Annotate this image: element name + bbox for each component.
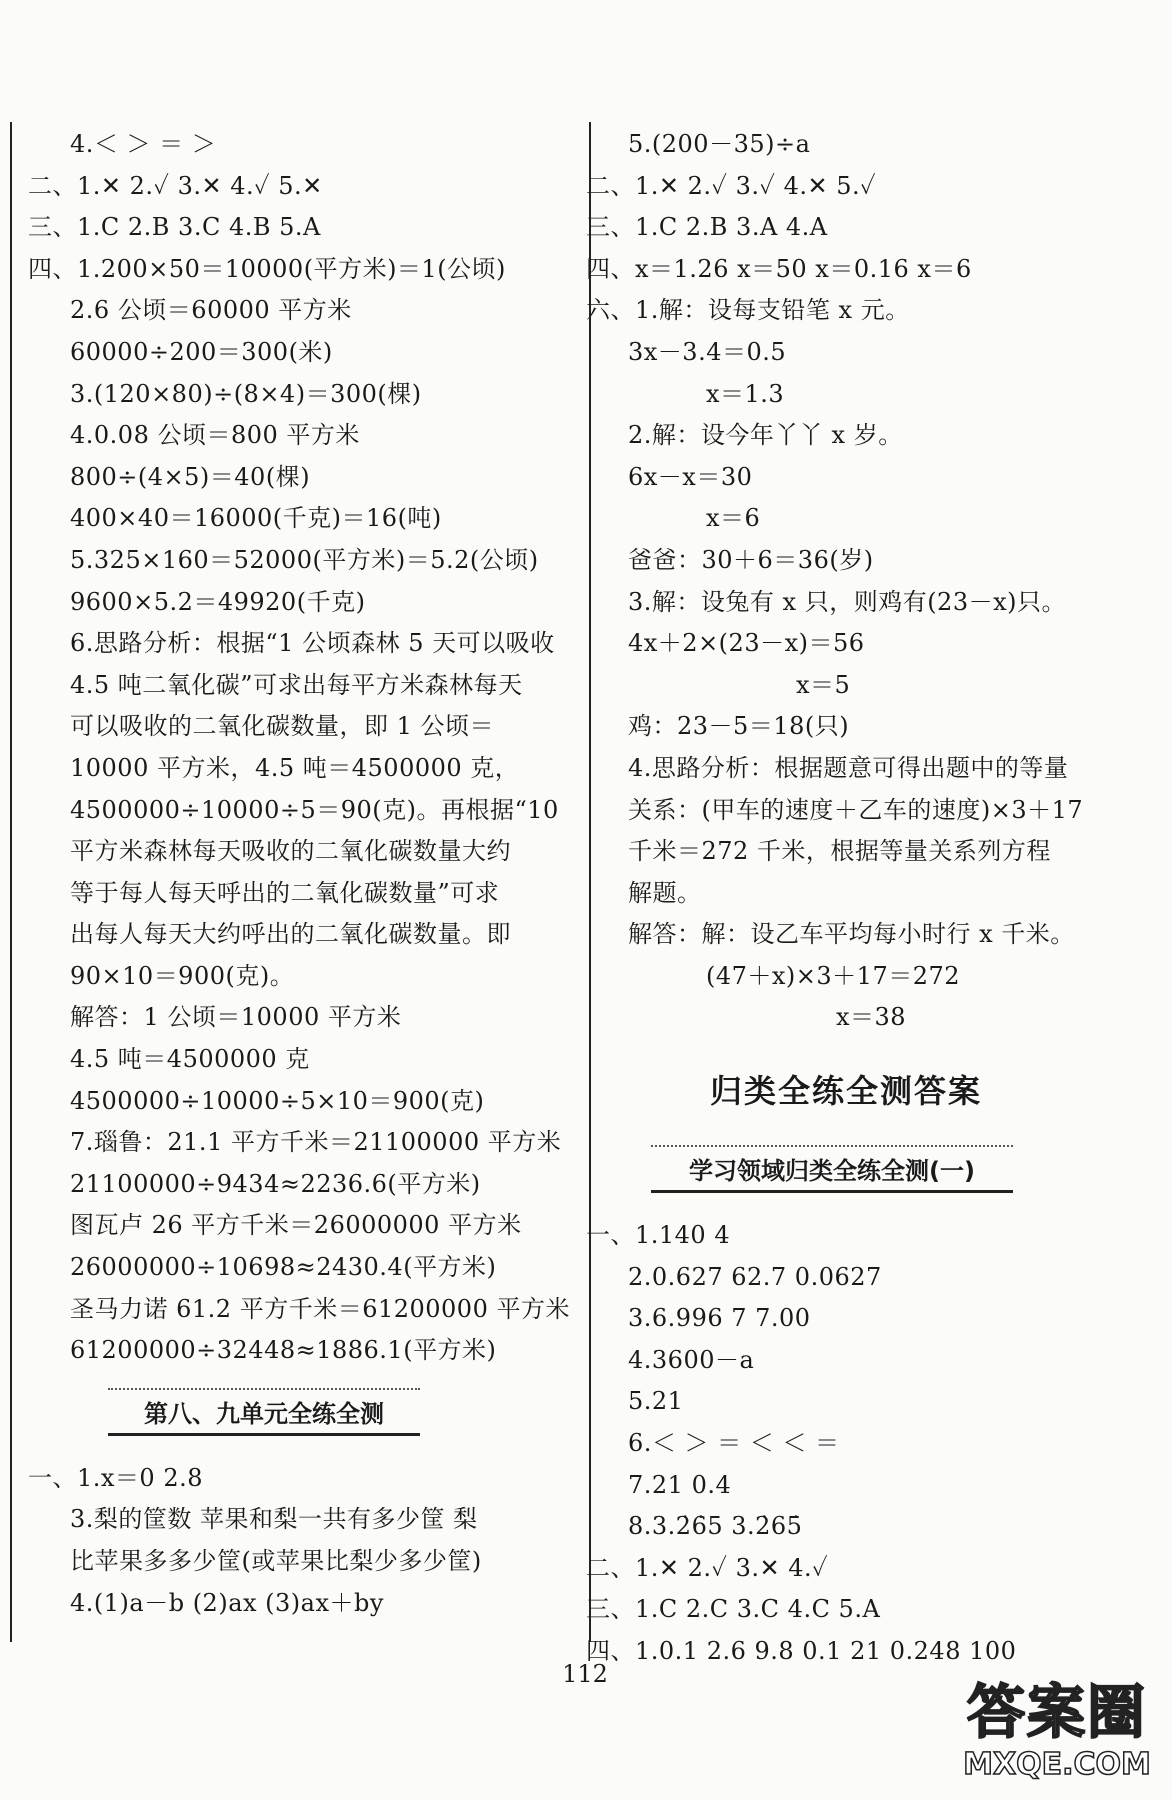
answer-line: 圣马力诺 61.2 平方千米＝61200000 平方米 (70, 1294, 570, 1323)
left-lines-a (28, 124, 570, 1372)
left-column (28, 124, 570, 1624)
section-title-units-8-9: 第八、九单元全练全测 (108, 1388, 420, 1436)
answer-line: 5.21 (628, 1387, 684, 1416)
answer-line: 一、1.140 4 (586, 1221, 731, 1250)
answer-line: 3.解：设兔有 x 只，则鸡有(23－x)只。 (628, 587, 1066, 616)
answer-line: 400×40＝16000(千克)＝16(吨) (70, 504, 442, 533)
answer-line: 解答：1 公顷＝10000 平方米 (70, 1003, 402, 1032)
answer-line: 爸爸：30＋6＝36(岁) (628, 545, 874, 574)
answer-line: 三、1.C 2.B 3.A 4.A (586, 213, 828, 242)
answer-line: 2.6 公顷＝60000 平方米 (70, 296, 352, 325)
answer-line: 解题。 (628, 878, 702, 907)
answer-line: 7.瑙鲁：21.1 平方千米＝21100000 平方米 (70, 1128, 562, 1157)
section-title-learning-areas: 学习领域归类全练全测(一) (651, 1145, 1013, 1193)
right-lines-a (586, 124, 1106, 1039)
answer-line: 8.3.2̇6̇5 3.2̇65̇ (628, 1512, 803, 1541)
answer-line: 3.(120×80)÷(8×4)＝300(棵) (70, 379, 422, 408)
answer-line: 60000÷200＝300(米) (70, 337, 333, 366)
answer-line: 10000 平方米，4.5 吨＝4500000 克， (70, 753, 520, 782)
answer-line: 90×10＝900(克)。 (70, 961, 295, 990)
answer-line: 2.0.627 62.7 0.0627 (628, 1262, 882, 1291)
answer-line: 4.思路分析：根据题意可得出题中的等量 (628, 753, 1069, 782)
answer-line: 二、1.✕ 2.✓ 3.✓ 4.✕ 5.✓ (586, 171, 877, 200)
answer-line: 4x＋2×(23－x)＝56 (628, 629, 865, 658)
answer-line: 可以吸收的二氧化碳数量，即 1 公顷＝ (70, 712, 495, 741)
page-number: 112 (562, 1660, 608, 1688)
answer-line: 三、1.C 2.C 3.C 4.C 5.A (586, 1595, 881, 1624)
right-lines-b (586, 1215, 1106, 1673)
answer-line: x＝6 (706, 504, 761, 533)
answer-line: 4.＜ ＞ ＝ ＞ (70, 130, 217, 158)
right-column (586, 124, 1106, 1673)
answer-line: 800÷(4×5)＝40(棵) (70, 462, 311, 491)
answer-line: (47＋x)×3＋17＝272 (706, 961, 961, 990)
answer-line: 等于每人每天呼出的二氧化碳数量”可求 (70, 878, 500, 907)
watermark-bottom-text: MXQE.COM (963, 1747, 1151, 1782)
answer-line: 出每人每天大约呼出的二氧化碳数量。即 (70, 920, 511, 949)
answer-line: 4500000÷10000÷5＝90(克)。再根据“10 (70, 795, 559, 824)
answer-line: 4.3600－a (628, 1345, 755, 1374)
answer-line: 平方米森林每天吸收的二氧化碳数量大约 (70, 837, 511, 866)
answer-line: 21100000÷9434≈2236.6(平方米) (70, 1169, 481, 1198)
answer-line: 一、1.x＝0 2.8 (28, 1463, 203, 1492)
answer-line: x＝38 (836, 1003, 907, 1032)
answer-line: 图瓦卢 26 平方千米＝26000000 平方米 (70, 1211, 522, 1240)
answer-line: 9600×5.2＝49920(千克) (70, 587, 366, 616)
answer-line: x＝1.3 (706, 379, 785, 408)
answer-line: 3.6.996 7 7.00 (628, 1304, 811, 1333)
answer-line: 4500000÷10000÷5×10＝900(克) (70, 1086, 485, 1115)
answer-line: 四、1.0.1 2.6 9.8 0.1 21 0.248 100 (586, 1637, 1017, 1665)
answer-line: 4.(1)a－b (2)ax (3)ax＋by (70, 1588, 384, 1617)
watermark-logo (952, 1676, 1162, 1796)
watermark-top-text: 答案圈 (966, 1678, 1147, 1746)
answer-line: 鸡：23－5＝18(只) (628, 712, 850, 741)
answer-line: 5.325×160＝52000(平方米)＝5.2(公顷) (70, 545, 539, 574)
answer-line: 六、1.解：设每支铅笔 x 元。 (586, 296, 910, 325)
answer-line: 5.(200－35)÷a (628, 130, 811, 158)
answer-line: 四、x＝1.26 x＝50 x＝0.16 x＝6 (586, 254, 972, 283)
big-title: 归类全练全测答案 (709, 1072, 982, 1111)
answer-line: 关系：(甲车的速度＋乙车的速度)×3＋17 (628, 795, 1084, 824)
answer-line: x＝5 (796, 670, 851, 699)
answer-line: 4.5 吨＝4500000 克 (70, 1045, 310, 1074)
answer-line: 二、1.✕ 2.✓ 3.✕ 4.✓ 5.✕ (28, 171, 323, 200)
answer-line: 千米＝272 千米，根据等量关系列方程 (628, 837, 1051, 866)
answer-line: 6.思路分析：根据“1 公顷森林 5 天可以吸收 (70, 629, 555, 658)
answer-line: 比苹果多多少筐(或苹果比梨少多少筐) (70, 1547, 482, 1575)
answer-line: 3x－3.4＝0.5 (628, 337, 787, 366)
answer-line: 4.5 吨二氧化碳”可求出每平方米森林每天 (70, 670, 523, 699)
answer-line: 3.梨的筐数 苹果和梨一共有多少筐 梨 (70, 1505, 478, 1534)
answer-line: 解答：解：设乙车平均每小时行 x 千米。 (628, 920, 1075, 949)
answer-line: 4.0.08 公顷＝800 平方米 (70, 421, 360, 450)
left-lines-b (28, 1458, 548, 1624)
answer-line: 7.21 0.4 (628, 1470, 732, 1499)
answer-line: 26000000÷10698≈2430.4(平方米) (70, 1253, 497, 1282)
answer-line: 61200000÷32448≈1886.1(平方米) (70, 1336, 497, 1365)
answer-line: 6.＜ ＞ ＝ ＜ ＜ ＝ (628, 1429, 840, 1458)
answer-line: 二、1.✕ 2.✓ 3.✕ 4.✓ (586, 1553, 829, 1582)
answer-line: 2.解：设今年丫丫 x 岁。 (628, 421, 903, 450)
left-margin-rule (10, 122, 12, 1642)
answer-line: 四、1.200×50＝10000(平方米)＝1(公顷) (28, 254, 506, 283)
answer-line: 三、1.C 2.B 3.C 4.B 5.A (28, 213, 321, 242)
answer-line: 6x－x＝30 (628, 462, 753, 491)
